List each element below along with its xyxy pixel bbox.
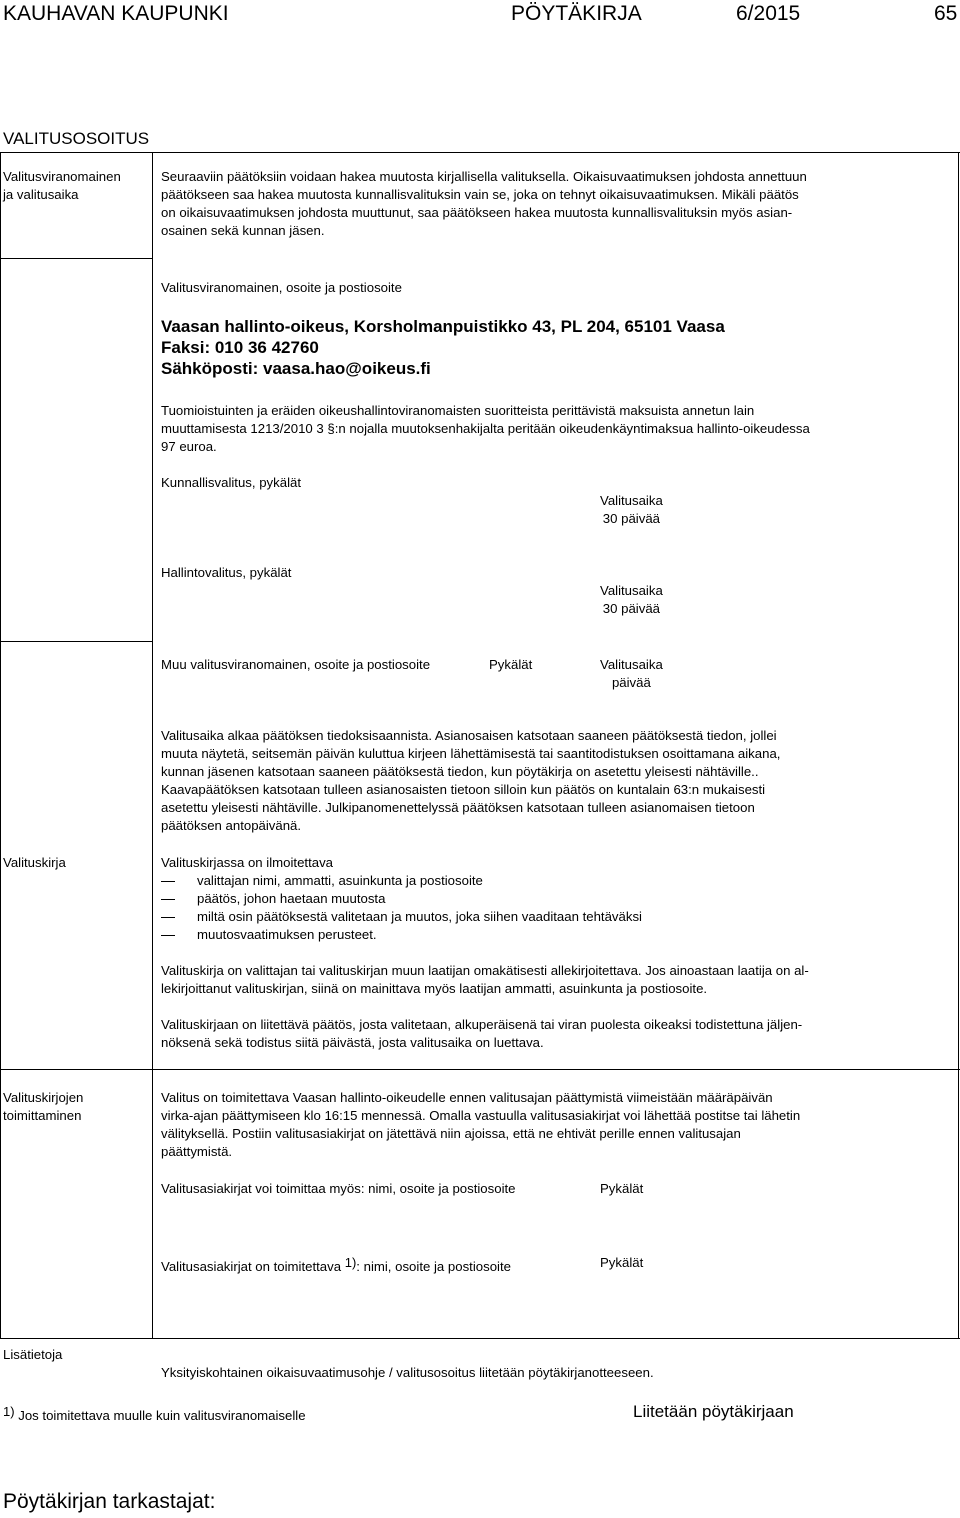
- label-valituskirjojen-toimittaminen: [3, 1089, 83, 1125]
- text-line: Seuraaviin päätöksiin voidaan hakea muutosta kirjallisella valituksella. Oikaisuvaatimuksen johdosta annettuun: [161, 169, 807, 184]
- dash-bullet: [161, 935, 175, 936]
- kunnallisvalitus-time: [600, 492, 663, 528]
- alt-delivery-pykalat: Pykälät: [600, 1181, 644, 1196]
- text-line: 97 euroa.: [161, 439, 217, 454]
- text-line: Valituskirjaan on liitettävä päätös, josta valitetaan, alkuperäisenä tai viran puolesta oikeaksi todistettuna jäljen-: [161, 1017, 803, 1032]
- time-label: Valitusaika: [600, 583, 663, 598]
- text-line: nöksenä sekä todistus siitä päivästä, josta valitusaika on luettava.: [161, 1035, 544, 1050]
- label-valituskirja: Valituskirja: [3, 855, 66, 870]
- text-line: muuttamisesta 1213/2010 3 §:n nojalla muutoksenhakijalta peritään oikeudenkäyntimaksua hallinto-oikeudessa: [161, 421, 810, 436]
- header-document-type: PÖYTÄKIRJA: [511, 2, 642, 25]
- must-delivery-pykalat: Pykälät: [600, 1255, 644, 1270]
- lisatietoja-text: Yksityiskohtainen oikaisuvaatimusohje / valitusosoitus liitetään pöytäkirjanotteeseen.: [161, 1365, 654, 1380]
- valituskirja-list: [161, 872, 642, 944]
- muu-viranomainen-label: Muu valitusviranomainen, osoite ja postiosoite: [161, 657, 431, 672]
- delivery-paragraph: [161, 1089, 951, 1161]
- hallintovalitus-label: Hallintovalitus, pykälät: [161, 565, 292, 580]
- footnote-reference: 1): [344, 1255, 357, 1270]
- authority-label: Valitusviranomainen, osoite ja postiosoite: [161, 280, 402, 295]
- label-line: ja valitusaika: [3, 187, 79, 202]
- dash-bullet: [161, 917, 175, 918]
- must-delivery-text: : nimi, osoite ja postiosoite: [356, 1259, 511, 1274]
- text-line: lekirjoittanut valituskirjan, siinä on mainittava myös laatijan ammatti, asuinkunta ja postiosoite.: [161, 981, 708, 996]
- text-line: Valitusaika alkaa päätöksen tiedoksisaannista. Asianosaisen katsotaan saaneen päätöksestä tiedon, jollei: [161, 728, 777, 743]
- must-delivery-text: Valitusasiakirjat on toimitettava: [161, 1259, 345, 1274]
- time-value: 30 päivää: [602, 601, 660, 616]
- text-line: asetettu yleisesti nähtäville. Julkipanomenettelyssä päätöksen katsotaan tulleen asianomaisen tietoon: [161, 800, 755, 815]
- label-lisatietoja: Lisätietoja: [3, 1347, 63, 1362]
- list-item-text: valittajan nimi, ammatti, asuinkunta ja postiosoite: [197, 873, 483, 888]
- court-address: [161, 316, 725, 379]
- attachment-paragraph: [161, 1016, 951, 1052]
- court-email: Sähköposti: vaasa.hao@oikeus.fi: [161, 359, 431, 378]
- signers-label: Pöytäkirjan tarkastajat:: [3, 1490, 216, 1513]
- section-title: VALITUSOSOITUS: [3, 129, 150, 148]
- valituskirja-heading: Valituskirjassa on ilmoitettava: [161, 855, 333, 870]
- valitusaika-paragraph: [161, 727, 951, 835]
- text-line: Valitus on toimitettava Vaasan hallinto-oikeudelle ennen valitusajan päättymistä viimeistään määräpäivän: [161, 1090, 773, 1105]
- text-line: osainen sekä kunnan jäsen.: [161, 223, 325, 238]
- text-line: virka-ajan päättymiseen klo 16:15 mennessä. Omalla vastuulla valitusasiakirjat voi lähettää postitse tai lähetin: [161, 1108, 801, 1123]
- list-item: [161, 926, 642, 944]
- time-label: Valitusaika: [600, 493, 663, 508]
- text-line: Valituskirja on valittajan tai valituskirjan muun laatijan omakätisesti allekirjoitettava. Jos ainoastaan laatija on al-: [161, 963, 809, 978]
- kunnallisvalitus-label: Kunnallisvalitus, pykälät: [161, 475, 302, 490]
- fee-paragraph: [161, 402, 951, 456]
- muu-pykalat-label: Pykälät: [489, 657, 533, 672]
- header-issue: 6/2015: [736, 2, 801, 25]
- footnote-text: Jos toimitettava muulle kuin valitusviranomaiselle: [14, 1408, 306, 1423]
- list-item-text: miltä osin päätöksestä valitetaan ja muutos, joka siihen vaaditaan tehtäväksi: [197, 909, 642, 924]
- hallintovalitus-time: [600, 582, 663, 618]
- text-line: muuta näytetä, seitsemän päivän kuluttua kirjeen lähettämisestä tai saantitodistuksen osoittamana aikana,: [161, 746, 781, 761]
- text-line: päätöksen antopäivänä.: [161, 818, 302, 833]
- muu-time: [600, 656, 663, 692]
- text-line: kunnan jäsenen katsotaan saaneen päätöksestä tiedon, kun pöytäkirja on asetettu yleisesti nähtäville..: [161, 764, 759, 779]
- alt-delivery-label: Valitusasiakirjat voi toimittaa myös: nimi, osoite ja postiosoite: [161, 1181, 516, 1196]
- text-line: on oikaisuvaatimuksen johdosta muuttunut, saa päätökseen hakea muutosta kunnallisvalituksin myös asian-: [161, 205, 793, 220]
- list-item: [161, 890, 642, 908]
- text-line: päätökseen saa hakea muutosta kunnallisvalituksin vain se, joka on tehnyt oikaisuvaatimuksen. Mikäli päätös: [161, 187, 799, 202]
- must-delivery-label: [161, 1254, 511, 1276]
- text-line: päättymistä.: [161, 1144, 233, 1159]
- time-value: päivää: [611, 675, 651, 690]
- label-line: toimittaminen: [3, 1108, 82, 1123]
- court-name: Vaasan hallinto-oikeus, Korsholmanpuistikko 43, PL 204, 65101 Vaasa: [161, 317, 725, 336]
- dash-bullet: [161, 899, 175, 900]
- footnote: [3, 1403, 306, 1425]
- footnote-mark: 1): [3, 1404, 15, 1419]
- list-item-text: muutosvaatimuksen perusteet.: [197, 927, 377, 942]
- attachment-note: Liitetään pöytäkirjaan: [633, 1402, 794, 1421]
- list-item: [161, 908, 642, 926]
- text-line: Tuomioistuinten ja eräiden oikeushallintoviranomaisten suoritteista perittävistä maksuista annetun lain: [161, 403, 755, 418]
- signature-paragraph: [161, 962, 951, 998]
- dash-bullet: [161, 881, 175, 882]
- time-value: 30 päivää: [602, 511, 660, 526]
- list-item-text: päätös, johon haetaan muutosta: [197, 891, 386, 906]
- label-line: Valitusviranomainen: [3, 169, 121, 184]
- time-label: Valitusaika: [600, 657, 663, 672]
- label-line: Valituskirjojen: [3, 1090, 84, 1105]
- court-fax: Faksi: 010 36 42760: [161, 338, 319, 357]
- text-line: välityksellä. Postiin valitusasiakirjat on jätettävä niin ajoissa, että ne ehtivät perille ennen valitusajan: [161, 1126, 741, 1141]
- intro-paragraph: [161, 168, 951, 240]
- label-valitusviranomainen: [3, 168, 121, 204]
- text-line: Kaavapäätöksen katsotaan tulleen asianosaisten tietoon silloin kun päätös on kuntalain 63:n mukaisesti: [161, 782, 766, 797]
- header-page-number: 65: [934, 2, 958, 25]
- list-item: [161, 872, 642, 890]
- header-city: KAUHAVAN KAUPUNKI: [3, 2, 229, 25]
